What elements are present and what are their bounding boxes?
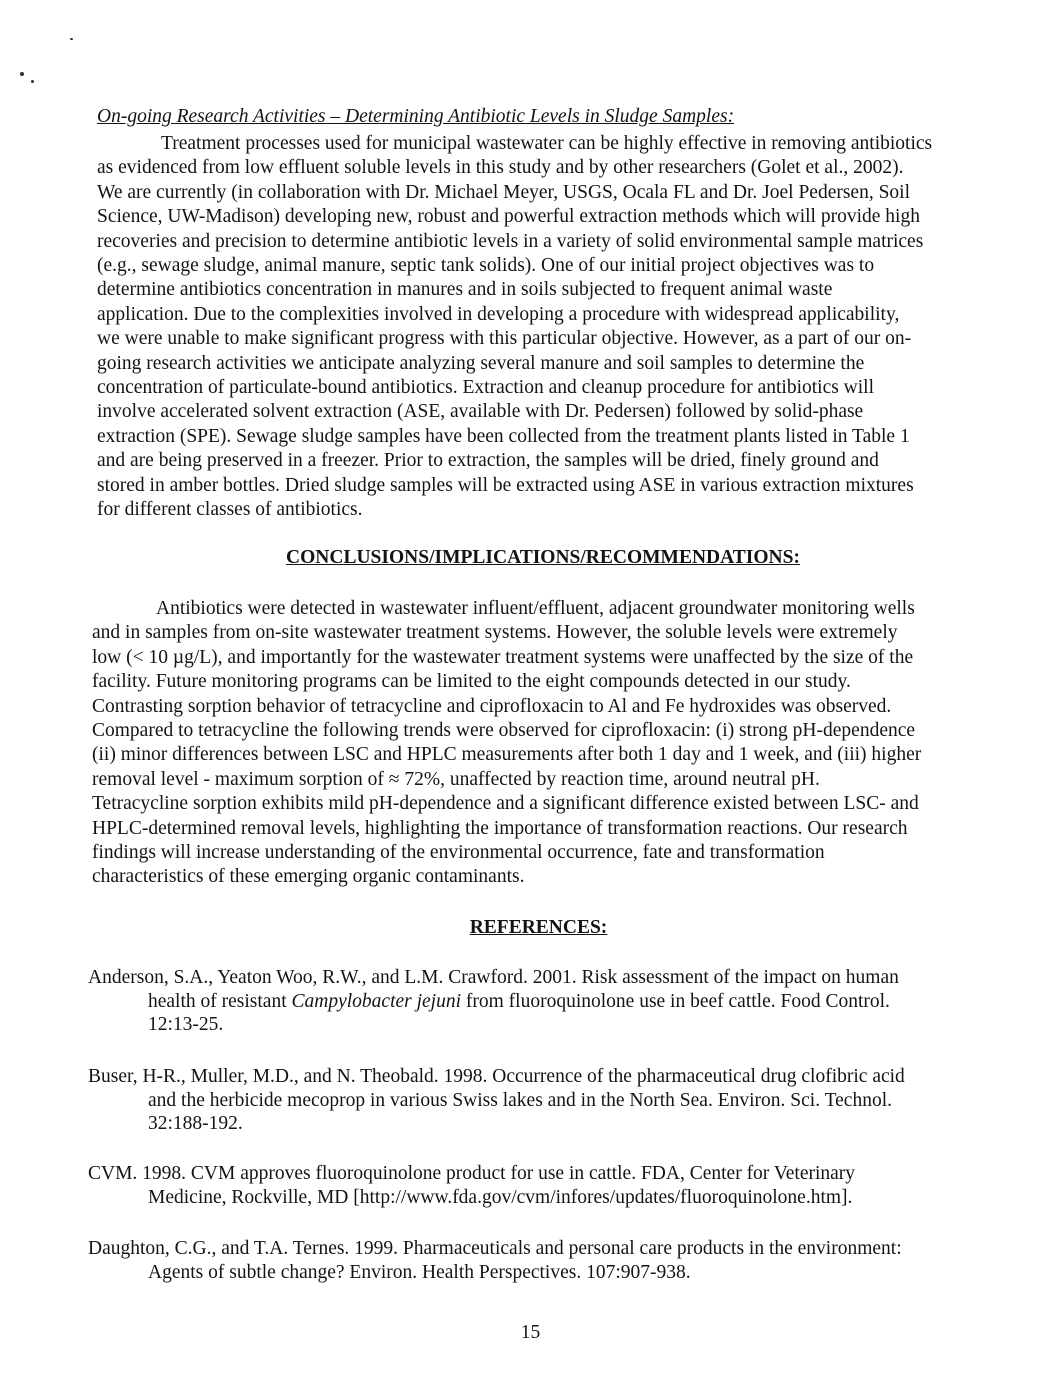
reference-line: Medicine, Rockville, MD [http://www.fda.gov/cvm/infores/updates/fluoroquinolone.htm]. <box>148 1186 853 1208</box>
paragraph-line: low (< 10 µg/L), and importantly for the wastewater treatment systems were unaffected by the size of the <box>92 646 914 668</box>
reference-entry <box>88 1162 855 1209</box>
reference-text: health of resistant <box>148 990 292 1012</box>
reference-line: Agents of subtle change? Environ. Health Perspectives. 107:907-938. <box>148 1261 691 1283</box>
paragraph-line: facility. Future monitoring programs can be limited to the eight compounds detected in our study. <box>92 671 851 693</box>
research-paragraph <box>97 132 932 523</box>
paragraph-line: extraction (SPE). Sewage sludge samples have been collected from the treatment plants listed in Table 1 <box>97 425 910 447</box>
scan-speck <box>31 80 34 83</box>
paragraph-line: Antibiotics were detected in wastewater influent/effluent, adjacent groundwater monitoring wells <box>156 598 915 619</box>
paragraph-line: Tetracycline sorption exhibits mild pH-dependence and a significant difference existed between LSC- and <box>92 793 919 815</box>
paragraph-line: and in samples from on-site wastewater treatment systems. However, the soluble levels were extremely <box>92 622 898 644</box>
reference-entry <box>88 1065 905 1136</box>
paragraph-line: as evidenced from low effluent soluble levels in this study and by other researchers (Golet et al., 2002). <box>97 157 904 179</box>
species-name: Campylobacter jejuni <box>291 990 462 1012</box>
section-heading-research: On-going Research Activities – Determining Antibiotic Levels in Sludge Samples: <box>97 106 735 127</box>
paragraph-line: findings will increase understanding of the environmental occurrence, fate and transformation <box>92 842 825 864</box>
paragraph-line: Treatment processes used for municipal wastewater can be highly effective in removing antibiotics <box>161 133 933 154</box>
paragraph-line: we were unable to make significant progress with this particular objective. However, as a part of our on- <box>97 328 912 350</box>
paragraph-line: concentration of particulate-bound antibiotics. Extraction and cleanup procedure for antibiotics will <box>97 377 875 399</box>
paragraph-line: removal level - maximum sorption of ≈ 72%, unaffected by reaction time, around neutral pH. <box>92 768 820 790</box>
reference-entry <box>88 966 899 1037</box>
scan-speck <box>20 72 24 76</box>
paragraph-line: HPLC-determined removal levels, highlighting the importance of transformation reactions. Our research <box>92 817 908 839</box>
reference-line <box>88 990 899 1014</box>
paragraph-line: involve accelerated solvent extraction (ASE, available with Dr. Pedersen) followed by solid-phase <box>97 401 864 423</box>
paragraph-line: and are being preserved in a freezer. Prior to extraction, the samples will be dried, finely ground and <box>97 450 879 472</box>
reference-line: Anderson, S.A., Yeaton Woo, R.W., and L.M. Crawford. 2001. Risk assessment of the impact on human <box>88 967 899 988</box>
section-heading-conclusions: CONCLUSIONS/IMPLICATIONS/RECOMMENDATIONS: <box>286 547 800 568</box>
page-number: 15 <box>520 1322 541 1343</box>
paragraph-line: We are currently (in collaboration with Dr. Michael Meyer, USGS, Ocala FL and Dr. Joel Pedersen, Soil <box>97 181 911 203</box>
reference-line: 32:188-192. <box>148 1113 243 1134</box>
paragraph-line: characteristics of these emerging organic contaminants. <box>92 866 525 888</box>
paragraph-line: Contrasting sorption behavior of tetracycline and ciprofloxacin to Al and Fe hydroxides was observed. <box>92 695 892 717</box>
paragraph-line: determine antibiotics concentration in manures and in soils subjected to frequent animal waste <box>97 279 833 301</box>
paragraph-line: (e.g., sewage sludge, animal manure, septic tank solids). One of our initial project objectives was to <box>97 255 875 277</box>
paragraph-line: recoveries and precision to determine antibiotic levels in a variety of solid environmental sample matrices <box>97 230 924 252</box>
reference-line: and the herbicide mecoprop in various Swiss lakes and in the North Sea. Environ. Sci. Technol. <box>148 1089 892 1111</box>
reference-entry <box>88 1237 902 1284</box>
paragraph-line: Science, UW-Madison) developing new, robust and powerful extraction methods which will provide high <box>97 206 920 228</box>
reference-line: CVM. 1998. CVM approves fluoroquinolone product for use in cattle. FDA, Center for Veterinary <box>88 1163 856 1184</box>
scan-speck <box>70 38 73 40</box>
reference-text: from fluoroquinolone use in beef cattle. Food Control. <box>461 990 890 1012</box>
section-heading-references: REFERENCES: <box>469 917 608 938</box>
reference-line: Buser, H-R., Muller, M.D., and N. Theobald. 1998. Occurrence of the pharmaceutical drug clofibric acid <box>88 1066 905 1087</box>
conclusions-paragraph <box>92 597 921 890</box>
paragraph-line: Compared to tetracycline the following trends were observed for ciprofloxacin: (i) strong pH-dependence <box>92 720 916 742</box>
paragraph-line: application. Due to the complexities involved in developing a procedure with widespread applicability, <box>97 303 900 325</box>
paragraph-line: for different classes of antibiotics. <box>97 499 363 521</box>
paragraph-line: (ii) minor differences between LSC and HPLC measurements after both 1 day and 1 week, and (iii) higher <box>92 744 922 766</box>
reference-line: 12:13-25. <box>148 1014 224 1035</box>
paragraph-line: going research activities we anticipate analyzing several manure and soil samples to determine the <box>97 352 865 374</box>
reference-line: Daughton, C.G., and T.A. Ternes. 1999. Pharmaceuticals and personal care products in the environment: <box>88 1238 902 1259</box>
paragraph-line: stored in amber bottles. Dried sludge samples will be extracted using ASE in various extraction mixtures <box>97 474 914 496</box>
